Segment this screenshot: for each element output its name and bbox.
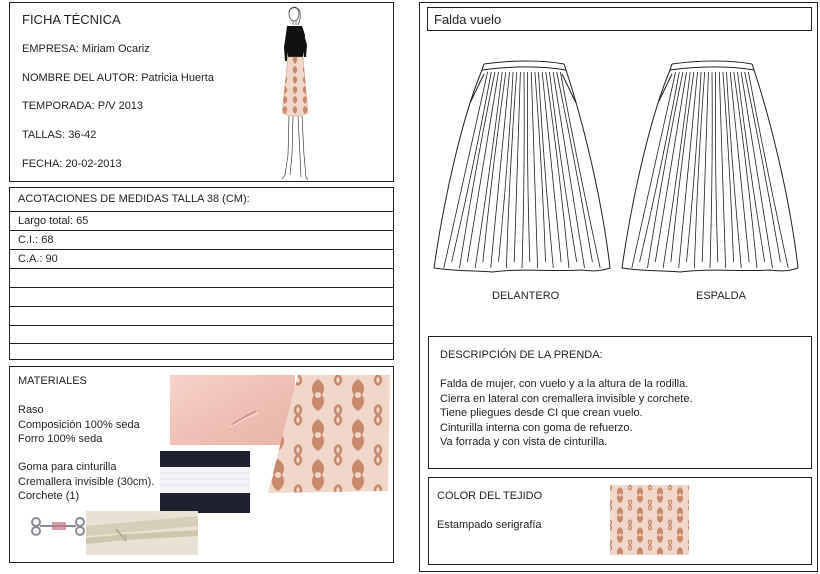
pleat-line [702,72,708,262]
pleat-line [444,72,488,268]
description-section [428,336,812,469]
measurement-row [10,249,393,268]
header-section [9,2,394,182]
description-title: DESCRIPCIÓN DE LA PRENDA: [440,349,603,361]
material-item: Cremallera invisible (30cm). [18,475,155,488]
material-item: Forro 100% seda [18,433,103,445]
pleat-line [522,72,524,268]
description-line: Cinturilla interna con goma de refuerzo. [440,421,633,434]
date-field: FECHA: 20-02-2013 [22,158,122,170]
author-field: NOMBRE DEL AUTOR: Patricia Huerta [22,72,214,84]
pleat-line [734,72,757,268]
pleat-line [539,72,554,268]
measurement-value: Largo total: 65 [18,215,89,227]
measurements-title: ACOTACIONES DE MEDIDAS TALLA 38 (CM): [18,193,250,205]
description-line: Tiene pliegues desde CI que crean vuelo. [440,407,643,419]
pleat-line [514,72,520,262]
measurements-section [9,187,394,360]
fabric-print-sample-image [610,485,689,555]
garment-title-box [427,7,812,31]
description-line: Va forrada y con vista de cinturilla. [440,436,608,448]
pleat-line [550,72,577,262]
description-line: Falda de mujer, con vuelo y a la altura de la rodilla. [440,378,689,390]
measurement-value: C.I.: 68 [18,234,54,246]
materials-title: MATERIALES [18,375,87,387]
description-line: Cierra en lateral con cremallera invisible y corchete. [440,392,693,405]
zipper-image [86,511,198,555]
fashion-figure-illustration [260,5,320,183]
skirt-front-drawing [432,58,612,273]
hook-and-eye-image [30,515,86,537]
material-item: Composición 100% seda [18,418,140,431]
material-item: Raso [18,404,44,416]
fabric-color-title: COLOR DEL TEJIDO [437,490,543,502]
pleat-line [527,72,529,262]
material-item: Corchete (1) [18,490,80,502]
materials-section [9,366,394,563]
measurement-row [10,230,393,249]
materials-fabric-list [18,403,140,447]
measurement-row [10,306,393,325]
material-item: Goma para cinturilla [18,461,117,473]
measurement-row [10,287,393,306]
pleat-line [632,72,676,268]
printed-fabric-swatch-image [258,375,390,493]
measurement-row [10,325,393,344]
back-view-label: ESPALDA [696,290,746,302]
pleat-line [738,72,765,262]
description-text [440,377,693,450]
sizes-field: TALLAS: 36-42 [22,129,97,141]
elastic-band-swatch-image [160,451,250,513]
materials-notions-list [18,460,154,504]
fabric-color-section [428,477,812,565]
measurement-row [10,211,393,230]
front-view-label: DELANTERO [492,290,560,302]
season-field: TEMPORADA: P/V 2013 [22,100,144,112]
pleat-line [546,72,569,268]
measurement-row [10,268,393,287]
sheet-title: FICHA TÉCNICA [22,12,121,27]
garment-name: Falda vuelo [434,12,502,27]
measurement-value: C.A.: 90 [18,253,58,265]
measurement-row [10,343,393,362]
fabric-color-value: Estampado serigrafía [437,519,542,531]
pleat-line [710,72,712,268]
skirt-back-drawing [620,58,800,273]
pleat-line [727,72,742,268]
pleat-line [715,72,717,262]
company-field: EMPRESA: Miriam Ocariz [22,43,150,55]
